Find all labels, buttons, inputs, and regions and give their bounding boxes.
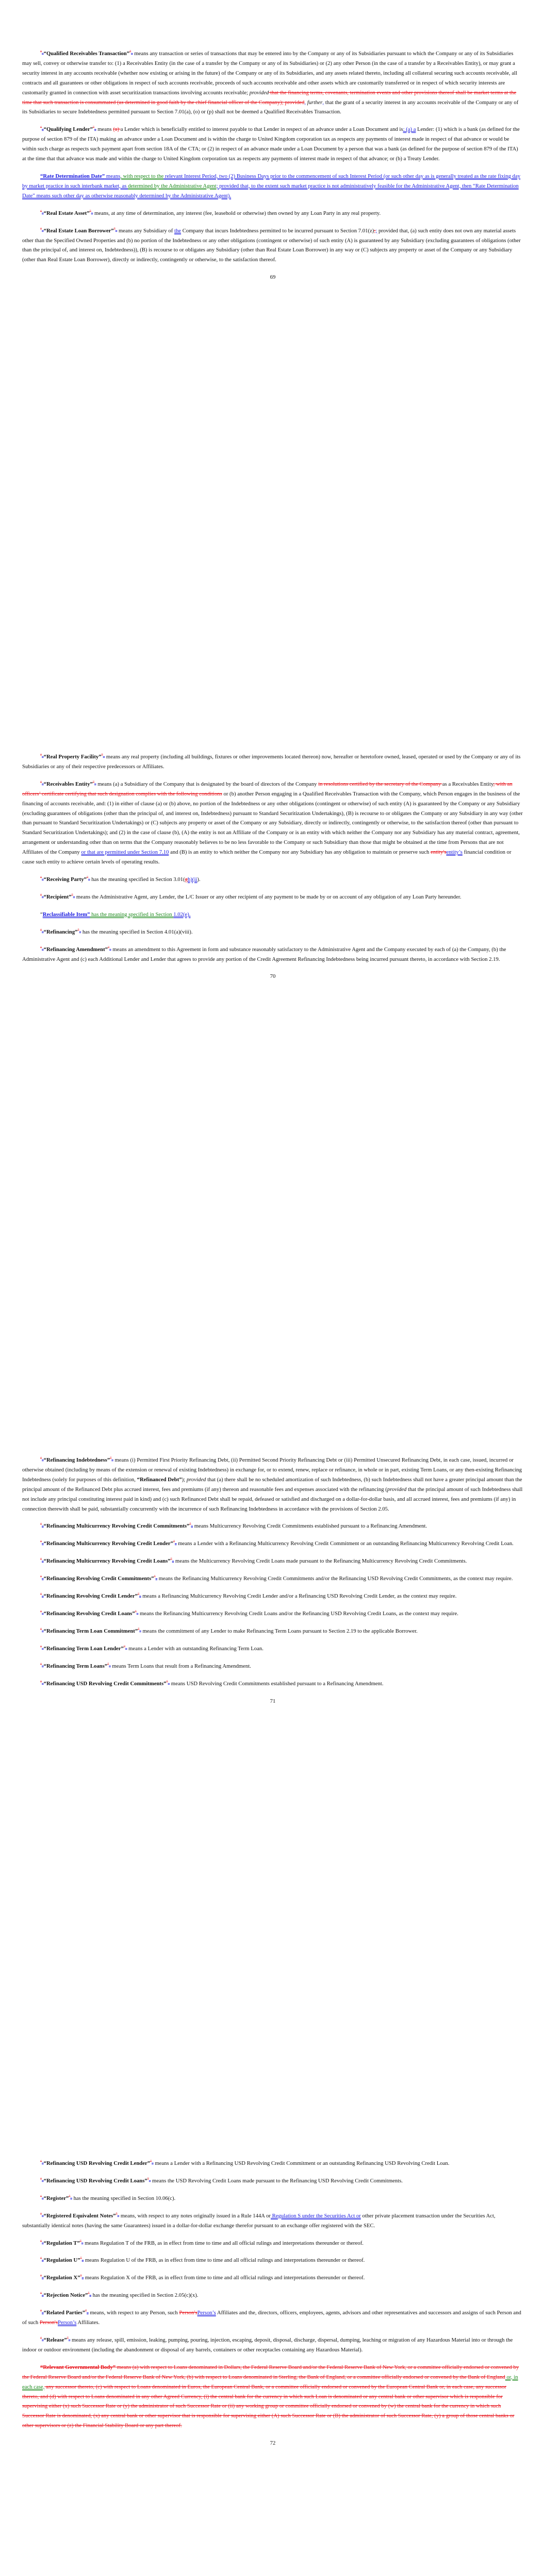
page-number: 69 [270, 274, 276, 281]
inserted-quote-mark: _ [42, 1522, 44, 1527]
inserted-quote-mark: _ [42, 945, 44, 950]
definition-paragraph [22, 1455, 523, 1514]
deleted-quote-mark: “ [40, 780, 42, 785]
definition-paragraph [22, 1591, 523, 1601]
deleted-quote-mark: ” [123, 1645, 125, 1649]
inserted-quote-mark: _ [91, 209, 93, 214]
page-number: 71 [270, 1698, 276, 1704]
defined-term: “Regulation X” [43, 2275, 80, 2281]
inserted-quote-mark: _ [125, 1645, 127, 1649]
inserted-quote-mark: _ [42, 893, 44, 897]
text-run: means a Lender with a Refinancing USD Revolving Credit Commitment or an outstanding Refinancing USD Revolving Credit Loan. [153, 2160, 450, 2166]
inserted-text: or that are permitted under Section 7.10 [81, 849, 169, 856]
text-run: means Regulation T of the FRB, as in effect from time to time and all official rulings and interpretations thereunder or thereof. [83, 2240, 364, 2246]
defined-term: “Refinancing Term Loans” [43, 1663, 108, 1669]
deleted-quote-mark: ” [116, 2212, 118, 2216]
inserted-text: the [174, 227, 182, 234]
text-run: other private placement transaction under the Securities Act, substantially identical notes (having the same Guarantees) issued in a dollar-for-dollar exchange therefor pursuant to an exchange offer registered with the SEC. [22, 2212, 496, 2229]
text-run: provided that, (a) such entity does not own any material assets other than the Specified Owned Properties and (b) no portion of the Indebtedness or any other obligations (contingent or otherwise) of such entity (A) is guaranteed by any Subsidiary (excluding guarantees of obligations (other than the principal of, and interest on, Indebtedness)), (B) is recourse to or obligates any Subsidiary (other than Real Estate Loan Borrower) in any way or (C) subjects any property or asset of the Company or any Subsidiary (other than Real Estate Loan Borrower), directly or indirectly, contingently or otherwise, to the satisfaction thereof. [22, 227, 521, 263]
defined-term: “Release” [43, 2336, 67, 2343]
deleted-text: Person's [179, 2310, 197, 2316]
text-run: means the Multicurrency Revolving Credit Loans made pursuant to the Refinancing Multicurrency Revolving Credit Commitments. [174, 1558, 467, 1565]
defined-term: “Refinancing” [43, 928, 78, 935]
defined-term: “Regulation T” [43, 2240, 80, 2246]
deleted-term: “Relevant Governmental Body” [40, 2364, 116, 2370]
deleted-quote-mark: “ [40, 2256, 42, 2261]
deleted-quote-mark: ” [135, 1609, 137, 1614]
inserted-quote-mark: _ [42, 1645, 44, 1649]
text-run: that the grant of a security interest in any accounts receivable of the Company or any of its Subsidiaries to secure Indebtedness permitted pursuant to Section 7.01(a), (o) or (p) shall not be deemed a Qualified Receivables Transaction. [22, 99, 519, 115]
text-run: means the Administrative Agent, any Lender, the L/C Issuer or any other recipient of any payment to be made by or on account of any obligation of any Loan Party hereunder. [75, 893, 461, 900]
text-run: or (b) another Person engaging in a Qualified Receivables Transaction with the Company, which Person engages in the business of the financing of accounts receivable, and: (1) in either of clause (a) or (b) above, no portion of the Indebtedness or any other obligations (contingent or otherwise) of such entity (A) is guaranteed by the Company or any Subsidiary (excluding guarantees of obligations (other than the principal of, and interest on, Indebtedness) pursuant to Standard Securitization Undertakings), (B) is recourse to or obligates the Company or any Subsidiary in any way (other than pursuant to Standard Securitization Undertakings) or (C) subjects any property or asset of the Company or any Subsidiary, directly or indirectly, contingently or otherwise, to the satisfaction thereof (other than pursuant to Standard Securitization Undertakings); and (2) in the case of clause (b), (A) the entity is not an Affiliate of the Company or is an entity with which neither the Company nor any Subsidiary has any material contract, agreement, arrangement or understanding other than on terms that the Company reasonably believes to be no less favorable to the Company or such Subsidiary than those that might be obtained at the time from Persons that are not Affiliates of the Company [22, 790, 523, 856]
inserted-quote-mark: _ [42, 2336, 44, 2341]
text-run: has the meaning specified in Section 3.01( [90, 876, 185, 883]
moved-text: , with respect to the [120, 173, 164, 179]
italic-run: provided [249, 89, 269, 96]
moved-text: determined by the Administrative Agent [128, 182, 217, 189]
definition-paragraph [22, 2335, 523, 2355]
definition-paragraph [22, 2194, 523, 2204]
deleted-quote-mark: “ [40, 1557, 42, 1562]
deleted-quote-mark: ” [138, 1592, 140, 1597]
inserted-quote-mark: _ [68, 2336, 71, 2341]
deleted-quote-mark: ” [113, 227, 116, 231]
inserted-quote-mark: _ [42, 2212, 44, 2216]
text-run: ). [197, 876, 201, 883]
defined-term: “Refinancing Term Loan Lender” [43, 1645, 124, 1652]
deleted-quote-mark: ” [77, 928, 79, 933]
defined-term: “Receivables Entity” [43, 781, 93, 787]
text-run: means (a) a Subsidiary of the Company that is designated by the board of directors of the Company [96, 781, 319, 787]
moved-text: or, in each case, [22, 2374, 518, 2390]
text-run: a Lender which is beneficially entitled to interest payable to that Lender in respect of an advance under a Loan Document and is [120, 126, 403, 133]
inserted-text: : (a) a [403, 126, 416, 133]
defined-term: “Refinancing Revolving Credit Lender” [43, 1593, 138, 1600]
deleted-quote-mark: “ [40, 2194, 42, 2199]
definition-paragraph [22, 2211, 523, 2231]
deleted-text: (a) [113, 126, 121, 133]
deleted-text: in resolutions certified by the secretary of the Company [318, 781, 442, 787]
text-run: means a Lender with an outstanding Refinancing Term Loan. [127, 1645, 263, 1652]
deleted-quote-mark: “ [40, 753, 42, 757]
document-page [0, 2110, 544, 2456]
text-run: means, at any time of determination, any interest (fee, leasehold or otherwise) then owned by any Loan Party in any real property. [93, 210, 381, 216]
inserted-quote-mark: _ [103, 753, 105, 757]
deleted-text: means (a) with respect to Loans denominated in Dollars, the Federal Reserve Board and/or the Federal Reserve Bank of New York, or a committee officially endorsed or convened by the Federal Reserve Board and/or the Federal Reserve Bank of New York, (b) with respect to Loans denominated in Sterling, the Bank of England, or a committee officially endorsed or convened by the Bank of England [22, 2364, 519, 2380]
text-run: has the meaning specified in Section 2.05(c)(x). [91, 2292, 199, 2299]
definition-paragraph [22, 2291, 523, 2300]
deleted-quote-mark: “ [40, 1522, 42, 1527]
text-run: Lender: (1) which is a bank (as defined for the purpose of section 879 of the ITA) making an advance under a Loan Document and is within the charge to United Kingdom corporation tax as respects any payments of interest made in respect of that advance or would be within such charge as respects such payment apart from section 18A of the CTA; or (2) in respect of an advance made under a Loan Document by a person that was a bank (as defined for the purpose of section 879 of the ITA) at the time that that advance was made and within the charge to United Kingdom corporation tax as respects any payments of interest made in respect of that advance; or (b) a Treaty Lender. [22, 126, 520, 162]
inserted-quote-mark: _ [42, 753, 44, 757]
text-run: Company that incurs Indebtedness permitted to be incurred pursuant to Section 7.01(z) [181, 227, 374, 234]
defined-term: “Refinancing USD Revolving Credit Commitments” [43, 1680, 167, 1687]
defined-term: “Refinancing USD Revolving Credit Lender” [43, 2160, 151, 2166]
inserted-quote-mark: _ [152, 2159, 154, 2164]
deleted-quote-mark: “ [40, 1680, 42, 1684]
deleted-quote-mark: “ [40, 1456, 42, 1461]
defined-term: “Qualifying Lender” [43, 126, 93, 133]
deleted-quote-mark: ” [108, 945, 110, 950]
defined-term: “Refinancing Revolving Credit Loans” [43, 1610, 135, 1617]
deleted-quote-mark: “ [40, 2239, 42, 2243]
definition-paragraph [22, 910, 523, 920]
definition-paragraph [22, 1644, 523, 1654]
inserted-quote-mark: _ [42, 875, 44, 880]
inserted-term: Reclassifiable Item” [42, 911, 90, 918]
inserted-term: “Rate Determination Date” [40, 173, 105, 179]
text-run: financial condition or cause such entity to achieve certain levels of operating results. [22, 849, 512, 866]
deleted-quote-mark: “ [40, 125, 42, 130]
text-run: means the USD Revolving Credit Loans made pursuant to the Refinancing USD Revolving Credit Commitments. [151, 2177, 403, 2184]
inserted-quote-mark: _ [42, 2177, 44, 2181]
italic-run: further [306, 99, 323, 106]
deleted-quote-mark: “ [40, 1627, 42, 1632]
deleted-quote-mark: “ [40, 2212, 42, 2216]
text-run: means Regulation U of the FRB, as in effect from time to time and all official rulings and interpretations thereunder or thereof. [84, 2257, 365, 2264]
definition-paragraph [22, 1662, 523, 1671]
inserted-quote-mark: _ [42, 1609, 44, 1614]
inserted-quote-mark: _ [81, 2239, 84, 2243]
deleted-quote-mark: ” [80, 2256, 82, 2261]
deleted-quote-mark: ” [154, 1574, 156, 1579]
deleted-quote-mark: ” [166, 1680, 168, 1684]
moved-text: has the meaning specified in Section [90, 911, 174, 918]
deleted-quote-mark: ” [150, 2159, 152, 2164]
defined-term: “Regulation U” [43, 2257, 80, 2264]
inserted-quote-mark: _ [117, 2212, 120, 2216]
text-run: Affiliates. [76, 2319, 100, 2326]
inserted-quote-mark: _ [109, 1662, 111, 1667]
definition-paragraph [22, 1679, 523, 1689]
inserted-quote-mark: _ [42, 2256, 44, 2261]
deleted-text: that the financing terms, covenants, termination events and other provisions thereof shall be market terms at the time that such transaction is consummated (as determined in good faith by the chief financial officer of the Company); provided [22, 89, 517, 106]
inserted-quote-mark: _ [42, 1680, 44, 1684]
text-run: means an amendment to this Agreement in form and substance reasonably satisfactory to the Administrative Agent and the Company executed by each of (a) the Company, (b) the Administrative Agent and (c) each Additional Lender and Lender that agrees to provide any portion of the Credit Agreement Refinancing Indebtedness being incurred pursuant thereto, in accordance with Section 2.19. [22, 946, 506, 962]
text-run: that (a) there shall be no scheduled amortization of such Indebtedness, (b) such Indebtedness shall not have a greater principal amount than the principal amount of the Refinanced Debt plus accrued interest, fees and premiums (if any) thereon and reasonable fees and expenses associated with the refinancing ( [22, 1476, 522, 1493]
inserted-text: ; [375, 227, 377, 234]
text-run: “ [40, 911, 43, 918]
definition-paragraph [22, 927, 523, 937]
inserted-text: , [304, 99, 306, 106]
defined-term: “Registered Equivalent Notes” [43, 2212, 116, 2219]
definition-paragraph [22, 2239, 523, 2248]
deleted-text: Person's [39, 2319, 58, 2326]
text-run: and (B) is an entity to which neither the Company nor any Subsidiary has any obligation to maintain or preserve such [169, 849, 431, 856]
italic-run: provided [186, 1476, 206, 1483]
inserted-quote-mark: _ [42, 1539, 44, 1544]
deleted-quote-mark: ” [138, 1627, 140, 1632]
defined-term: “Real Estate Asset” [43, 210, 90, 216]
deleted-quote-mark: ” [69, 2194, 71, 2199]
document-page [0, 0, 544, 703]
defined-term: “Refinancing Multicurrency Revolving Credit Lender” [43, 1540, 173, 1547]
deleted-quote-mark: “ [40, 2291, 42, 2296]
inserted-quote-mark: _ [42, 1627, 44, 1632]
deleted-text: ; [374, 227, 376, 234]
deleted-quote-mark: ” [85, 2309, 87, 2313]
inserted-text: entity’s [446, 849, 463, 856]
inserted-quote-mark: _ [42, 2194, 44, 2199]
defined-term: “Refinancing Multicurrency Revolving Credit Commitments” [43, 1523, 190, 1530]
defined-term: “Real Estate Loan Borrower” [43, 227, 114, 234]
deleted-quote-mark: ” [101, 753, 103, 757]
deleted-quote-mark: “ [40, 928, 42, 933]
defined-term: “Refinancing Multicurrency Revolving Credit Loans” [43, 1558, 171, 1565]
definition-paragraph [22, 2176, 523, 2186]
text-run: means any Subsidiary of [117, 227, 174, 234]
deleted-quote-mark: ” [189, 1522, 191, 1527]
inserted-quote-mark: _ [73, 893, 75, 897]
text-run: means any transaction or series of transactions that may be entered into by the Company or any of its Subsidiaries pursuant to which the Company or any of its Subsidiaries may sell, convey or otherwise transfer to: (1) a Receivables Entity (in the case of a transfer by the Company or any of its Subsidiaries) or (2) any other Person (in the case of a transfer by a Receivables Entity), or may grant a security interest in any accounts receivable (whether now existing or arising in the future) of the Company or any of its Subsidiaries, and any assets related thereto, including all collateral securing such accounts receivable, all contracts and all guarantees or other obligations in respect of such accounts receivable, proceeds of such accounts receivable and other assets which are customarily transferred or in respect of which security interests are customarily granted in connection with asset securitization transactions involving accounts receivable; [22, 50, 518, 96]
deleted-text: entity's [430, 849, 447, 856]
deleted-quote-mark: “ [40, 1662, 42, 1667]
inserted-quote-mark: _ [172, 1557, 174, 1562]
inserted-quote-mark: _ [42, 227, 44, 231]
defined-term: “Register” [43, 2195, 69, 2201]
definition-paragraph [22, 945, 523, 964]
deleted-quote-mark: “ [40, 893, 42, 897]
inserted-quote-mark: _ [111, 1456, 113, 1461]
inserted-text: relevant Interest Period, two (2) Business Days prior to the commencement of such Interest Period (or such other day as is generally treated as the rate fixing day by market practice in such interbank market, as [22, 173, 521, 189]
text-run: has the meaning specified in Section 4.01(a)(viii). [81, 928, 193, 935]
definition-paragraph [22, 1574, 523, 1584]
deleted-quote-mark: “ [40, 2336, 42, 2341]
deleted-quote-mark: “ [40, 1574, 42, 1579]
text-run: means the Refinancing Multicurrency Revolving Credit Commitments and/or the Refinancing USD Revolving Credit Commitments, as the context may require. [157, 1575, 513, 1582]
definition-paragraph [22, 1556, 523, 1566]
definition-paragraph [22, 1609, 523, 1619]
deleted-quote-mark: “ [40, 875, 42, 880]
definition-paragraph [22, 125, 523, 164]
definition-paragraph [22, 752, 523, 772]
inserted-text: ; provided that, to the extent such market practice is not administratively feasible for the Administrative Agent, then “Rate Determination Date” means such other day as otherwise reasonably determined by the Administrative Agent). [22, 182, 519, 199]
definition-paragraph [22, 2159, 523, 2168]
inserted-quote-mark: _ [42, 780, 44, 785]
definition-paragraph [22, 172, 523, 201]
text-run: means any real property (including all buildings, fixtures or other improvements located thereon) now, hereafter or heretofore owned, leased, operated or used by the Company or any of its Subsidiaries or any of their respective predecessors or Affiliates. [22, 754, 521, 770]
deleted-quote-mark: “ [40, 49, 42, 54]
deleted-quote-mark: ” [170, 1557, 172, 1562]
deleted-quote-mark: “ [40, 227, 42, 231]
inserted-quote-mark: _ [109, 945, 111, 950]
text-run: means, with respect to any Person, such [88, 2310, 179, 2316]
text-run: Affiliates and the, directors, officers, employees, agents, advisors and other representatives and successors and assigns of such Person and of such [22, 2310, 521, 2326]
inserted-quote-mark: _ [42, 2274, 44, 2278]
definition-paragraph [22, 2363, 523, 2431]
inserted-quote-mark: _ [42, 49, 44, 54]
deleted-quote-mark: ” [110, 1456, 112, 1461]
defined-term: “Refinancing USD Revolving Credit Loans” [43, 2177, 147, 2184]
text-run: means Multicurrency Revolving Credit Commitments established pursuant to a Refinancing Amendment. [193, 1523, 427, 1530]
defined-term: “Recipient” [43, 893, 72, 900]
deleted-quote-mark: ” [173, 1539, 175, 1544]
definition-paragraph [22, 1626, 523, 1636]
inserted-quote-mark: _ [42, 2291, 44, 2296]
defined-term: “Refinancing Amendment” [43, 946, 108, 953]
deleted-quote-mark: ” [147, 2177, 149, 2181]
deleted-quote-mark: ” [92, 780, 95, 785]
deleted-quote-mark: “ [40, 2274, 42, 2278]
deleted-quote-mark: ” [88, 2291, 90, 2296]
definition-paragraph [22, 892, 523, 902]
text-run: as a Receivables Entity [442, 781, 493, 787]
inserted-quote-mark: _ [42, 2309, 44, 2313]
definition-paragraph [22, 2308, 523, 2328]
inserted-quote-mark: _ [136, 1609, 139, 1614]
document-page [0, 703, 544, 1406]
definition-paragraph [22, 875, 523, 885]
deleted-quote-mark: ” [129, 49, 131, 54]
inserted-quote-mark: _ [42, 1662, 44, 1667]
inserted-text: Person’s [197, 2310, 216, 2316]
document-page [0, 1406, 544, 2110]
inserted-quote-mark: _ [70, 2194, 72, 2199]
inserted-quote-mark: _ [88, 875, 90, 880]
page-number: 72 [270, 2440, 276, 2447]
inserted-quote-mark: _ [42, 928, 44, 933]
defined-term: “Rejection Notice” [43, 2292, 88, 2299]
inserted-quote-mark: _ [131, 49, 133, 54]
inserted-quote-mark: _ [94, 780, 96, 785]
defined-term: “Refinancing Term Loan Commitment” [43, 1628, 138, 1634]
deleted-quote-mark: “ [40, 945, 42, 950]
inserted-quote-mark: _ [175, 1539, 177, 1544]
inserted-quote-mark: _ [149, 2177, 151, 2181]
inserted-text: means [105, 173, 121, 179]
inserted-text: Person’s [58, 2319, 77, 2326]
text-run: means a Refinancing Multicurrency Revolving Credit Lender and/or a Refinancing USD Revolving Credit Lender, as the context may require. [141, 1593, 457, 1600]
deleted-quote-mark: “ [40, 1645, 42, 1649]
text-run: means a Lender with a Refinancing Multicurrency Revolving Credit Commitment or an outstanding Refinancing Multicurrency Revolving Credit Loan. [176, 1540, 514, 1547]
text-run: means any release, spill, emission, leaking, pumping, pouring, injection, escaping, deposit, disposal, discharge, dispersal, dumping, leaching or migration of any Hazardous Material into or through the indoor or outdoor environment (including the abandonment or disposal of any barrels, containers or other receptacles containing any Hazardous Material). [22, 2336, 513, 2353]
deleted-quote-mark: ” [71, 893, 73, 897]
deleted-quote-mark: “ [40, 1539, 42, 1544]
definition-paragraph [22, 779, 523, 867]
defined-term: “Real Property Facility” [43, 754, 102, 760]
inserted-quote-mark: _ [42, 125, 44, 130]
inserted-quote-mark: _ [42, 1574, 44, 1579]
text-run: that the principal amount of such Indebtedness shall not include any principal constituting interest paid in kind) and (c) such Refinanced Debt shall be repaid, defeased or satisfied and discharged on a dollar-for-dollar basis, and all accrued interest, fees and premiums (if any) in connection therewith shall be paid, substantially concurrently with the incurrence of such Refinancing Indebtedness in accordance with the provisions of Section 2.05. [22, 1486, 523, 1512]
defined-term: “Receiving Party” [43, 876, 87, 883]
inserted-quote-mark: _ [139, 1592, 141, 1597]
inserted-quote-mark: _ [42, 209, 44, 214]
text-run: has the meaning specified in Section 10.06(c). [72, 2195, 176, 2201]
deleted-quote-mark: “ [40, 2309, 42, 2313]
deleted-quote-mark: “ [40, 2177, 42, 2181]
page-number: 70 [270, 973, 276, 980]
inserted-quote-mark: _ [42, 1592, 44, 1597]
deleted-quote-mark: ” [92, 125, 95, 130]
text-run: means USD Revolving Credit Commitments established pursuant to a Refinancing Amendment. [170, 1680, 384, 1687]
inserted-quote-mark: _ [94, 125, 96, 130]
inserted-text: h)(ii [187, 876, 197, 883]
text-run: means (i) Permitted First Priority Refinancing Debt, (ii) Permitted Second Priority Refinancing Debt or (iii) Permitted Unsecured Refinancing Debt, in each case, issued, incurred or otherwise obtained (including by means of the extension or renewal of existing Indebtedness) in exchange for, or to extend, renew, replace or refinance, in whole or in part, existing Term Loans, or any then-existing Refinancing Indebtedness (solely for purposes of this definition, [22, 1457, 522, 1483]
inserted-quote-mark: _ [42, 1557, 44, 1562]
text-run: means the commitment of any Lender to make Refinancing Term Loans pursuant to Section 2.19 to the applicable Borrower. [141, 1628, 418, 1634]
defined-term: “Qualified Receivables Transaction” [43, 50, 130, 57]
definition-paragraph [22, 209, 523, 218]
deleted-quote-mark: ” [79, 2239, 81, 2243]
text-run: ); [182, 1476, 187, 1483]
defined-term: “Refinancing Revolving Credit Commitments” [43, 1575, 154, 1582]
deleted-quote-mark: “ [40, 1609, 42, 1614]
inserted-quote-mark: _ [139, 1627, 141, 1632]
inserted-quote-mark: _ [81, 2274, 84, 2278]
definition-paragraph [22, 2256, 523, 2265]
deleted-quote-mark: “ [40, 209, 42, 214]
bold-run: “Refinanced Debt” [137, 1476, 182, 1483]
inserted-quote-mark: _ [87, 2309, 89, 2313]
inserted-text: 1.02(e). [173, 911, 191, 918]
definition-paragraph [22, 49, 523, 117]
defined-term: “Related Parties” [43, 2310, 86, 2316]
text-run: means [96, 126, 113, 133]
inserted-quote-mark: _ [89, 2291, 91, 2296]
inserted-quote-mark: _ [42, 1456, 44, 1461]
deleted-quote-mark: “ [40, 1592, 42, 1597]
inserted-text: , [322, 99, 324, 106]
text-run: means Regulation X of the FRB, as in effect from time to time and all official rulings and interpretations thereunder or thereof. [84, 2275, 365, 2281]
inserted-quote-mark: _ [191, 1522, 193, 1527]
deleted-quote-mark: ” [89, 209, 91, 214]
text-run: means, with respect to any notes originally issued in a Rule 144A or [119, 2212, 271, 2219]
definition-paragraph [22, 1539, 523, 1549]
deleted-quote-mark: ” [67, 2336, 69, 2341]
definition-paragraph [22, 1521, 523, 1531]
deleted-quote-mark: “ [40, 2159, 42, 2164]
inserted-quote-mark: _ [42, 2239, 44, 2243]
inserted-quote-mark: _ [42, 2159, 44, 2164]
deleted-text: g [185, 876, 188, 883]
deleted-quote-mark: ” [87, 875, 89, 880]
deleted-quote-mark: ” [80, 2274, 82, 2278]
inserted-text: Regulation S under the Securities Act or [271, 2212, 361, 2219]
text-run: means the Refinancing Multicurrency Revolving Credit Loans and/or the Refinancing USD Revolving Credit Loans, as the context may require. [138, 1610, 458, 1617]
inserted-quote-mark: _ [168, 1680, 170, 1684]
definition-paragraph [22, 226, 523, 265]
inserted-quote-mark: _ [79, 928, 81, 933]
italic-run: provided [387, 1486, 407, 1493]
inserted-quote-mark: _ [155, 1574, 158, 1579]
deleted-text: any successor thereto, (c) with respect to Loans denominated in Euros, the European Central Bank, or a committee officially endorsed or convened by the European Central Bank or, in each case, any successor thereto, and (d) with respect to Loans denominated in any other Agreed Currency, (i) the central bank for the currency in which such Loan is denominated or any central bank or other supervisor which is responsible for supervising either (x) such Successor Rate or (y) the administrator of such Successor Rate or (ii) any working group or committee officially endorsed or convened by (w) the central bank for the currency in which such Successor Rate is denominated, (x) any central bank or other supervisor that is responsible for supervising either (A) such Successor Rate or (B) the administrator of such Successor Rate, (y) a group of those central banks or other supervisors or (z) the Financial Stability Board or any part thereof. [22, 2383, 515, 2429]
deleted-quote-mark: ” [107, 1662, 109, 1667]
definition-paragraph [22, 2273, 523, 2283]
defined-term: “Refinancing Indebtedness” [43, 1457, 110, 1463]
inserted-quote-mark: _ [81, 2256, 84, 2261]
deleted-text: , with an officers’ certificate certifying that such designation complies with the following conditions [22, 781, 513, 797]
inserted-quote-mark: _ [115, 227, 118, 231]
text-run: means Term Loans that result from a Refinancing Amendment. [110, 1663, 251, 1669]
